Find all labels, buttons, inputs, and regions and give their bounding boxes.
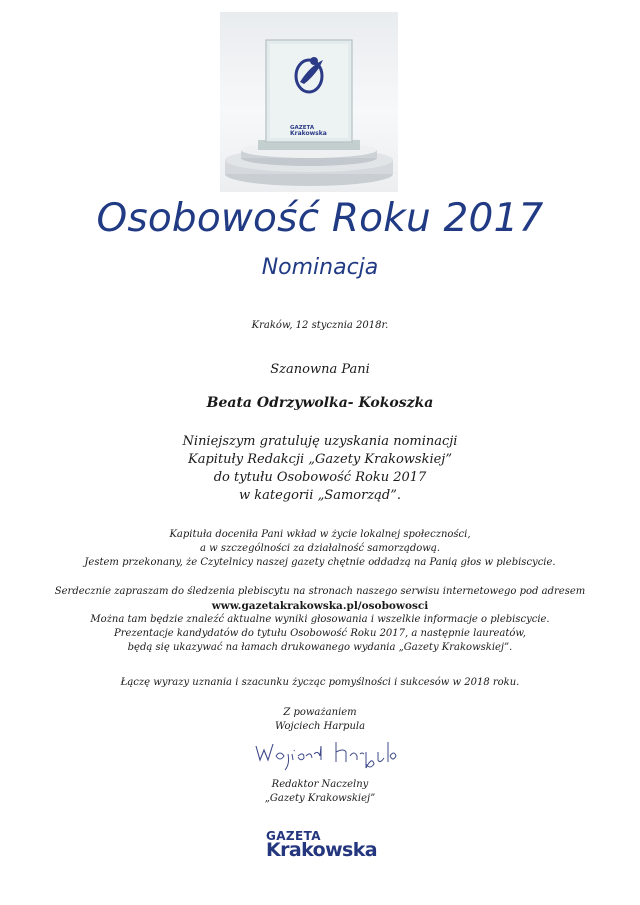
signer-role: Redaktor Naczelny <box>271 779 369 790</box>
logo-line1: GAZETA <box>266 829 321 843</box>
nomination-line: Kapituły Redakcji „Gazety Krakowskiej” <box>188 452 452 467</box>
paragraph-line: Łączę wyrazy uznania i szacunku życząc pomyślności i sukcesów w 2018 roku. <box>120 677 520 688</box>
paragraph-line: będą się ukazywać na łamach drukowanego wydania „Gazety Krakowskiej”. <box>127 642 513 653</box>
paragraph-line: Serdecznie zapraszam do śledzenia plebiscytu na stronach naszego serwisu internetowego pod adresem <box>54 586 586 597</box>
trophy-plaque-text: GAZETA <box>290 125 315 131</box>
website-link[interactable]: www.gazetakrakowska.pl/osobowosci <box>211 600 429 612</box>
page-subtitle: Nominacja <box>261 255 379 280</box>
letter-greeting: Szanowna Pani <box>270 362 370 377</box>
nomination-line: Niniejszym gratuluję uzyskania nominacji <box>182 434 458 449</box>
page-title: Osobowość Roku 2017 <box>96 196 544 241</box>
closing-text: Z poważaniem <box>283 707 357 718</box>
paragraph-line: Można tam będzie znaleźć aktualne wyniki głosowania i wszelkie informacje o plebiscycie. <box>90 614 550 625</box>
trophy-image <box>220 12 398 192</box>
nomination-line: w kategorii „Samorząd”. <box>238 488 402 503</box>
handwritten-signature <box>248 730 398 774</box>
paragraph-line: Jestem przekonany, że Czytelnicy naszej gazety chętnie oddadzą na Panią głos w plebiscycie. <box>84 557 556 568</box>
paragraph-line: Prezentacje kandydatów do tytułu Osobowość Roku 2017, a następnie laureatów, <box>114 628 526 639</box>
trophy-icon <box>220 12 398 192</box>
signer-organization: „Gazety Krakowskiej” <box>264 793 376 804</box>
logo-line2: Krakowska <box>266 839 378 861</box>
letter-date: Kraków, 12 stycznia 2018r. <box>251 320 389 331</box>
nomination-line: do tytułu Osobowość Roku 2017 <box>213 470 427 485</box>
signer-name: Wojciech Harpula <box>274 721 366 732</box>
svg-text:Krakowska: Krakowska <box>290 130 327 137</box>
paragraph-line: Kapituła doceniła Pani wkład w życie lokalnej społeczności, <box>169 529 471 540</box>
recipient-name: Beata Odrzywolka- Kokoszka <box>206 395 434 411</box>
gazeta-krakowska-logo <box>266 830 376 872</box>
paragraph-line: a w szczególności za działalność samorządową. <box>200 543 440 554</box>
